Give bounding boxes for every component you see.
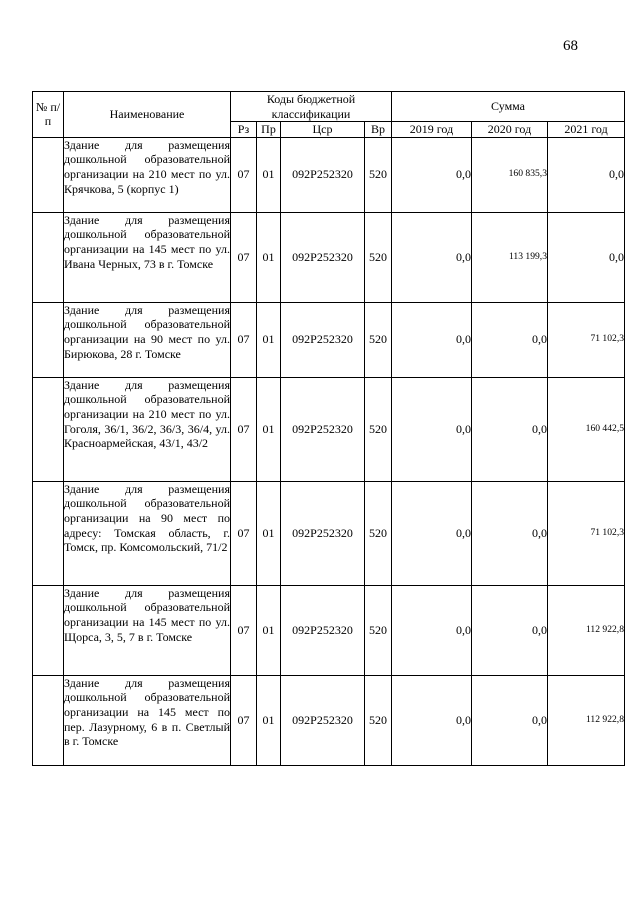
row-vr: 520 [365, 212, 392, 302]
header-2019: 2019 год [392, 122, 472, 138]
row-num [33, 137, 64, 212]
row-name: Здание для размещения дошкольной образовательной организации на 145 мест по ул. Щорса, 3, 5, 7 в г. Томске [64, 585, 231, 675]
row-pr: 01 [257, 302, 281, 377]
row-sum-2019: 0,0 [392, 137, 472, 212]
row-num [33, 675, 64, 765]
page-number: 68 [563, 38, 578, 54]
row-sum-2021: 71 102,3 [548, 302, 625, 377]
row-vr: 520 [365, 302, 392, 377]
row-pr: 01 [257, 212, 281, 302]
row-vr: 520 [365, 481, 392, 585]
row-sum-2019: 0,0 [392, 377, 472, 481]
row-tsr: 092P252320 [281, 377, 365, 481]
budget-table [32, 91, 625, 766]
row-num [33, 212, 64, 302]
row-tsr: 092P252320 [281, 302, 365, 377]
row-sum-2019: 0,0 [392, 675, 472, 765]
row-sum-2019: 0,0 [392, 212, 472, 302]
table-row [33, 212, 625, 302]
row-vr: 520 [365, 585, 392, 675]
row-name: Здание для размещения дошкольной образовательной организации на 90 мест по адресу: Томская область, г. Томск, пр. Комсомольский, 71/2 [64, 481, 231, 585]
row-vr: 520 [365, 675, 392, 765]
row-num [33, 585, 64, 675]
table-row [33, 377, 625, 481]
row-tsr: 092P252320 [281, 212, 365, 302]
row-name: Здание для размещения дошкольной образовательной организации на 210 мест по ул. Гоголя, 36/1, 36/2, 36/3, 36/4, ул. Красноармейская, 43/1, 43/2 [64, 377, 231, 481]
row-pr: 01 [257, 585, 281, 675]
table-row [33, 675, 625, 765]
table-row [33, 302, 625, 377]
table-row [33, 481, 625, 585]
header-name: Наименование [64, 92, 231, 138]
row-name: Здание для размещения дошкольной образовательной организации на 145 мест по пер. Лазурному, 6 в п. Светлый в г. Томске [64, 675, 231, 765]
row-sum-2020: 0,0 [472, 481, 548, 585]
row-rz: 07 [231, 302, 257, 377]
row-sum-2021: 71 102,3 [548, 481, 625, 585]
row-sum-2021: 160 442,5 [548, 377, 625, 481]
table-row [33, 137, 625, 212]
row-name: Здание для размещения дошкольной образовательной организации на 90 мест по ул. Бирюкова, 28 г. Томске [64, 302, 231, 377]
row-sum-2020: 113 199,3 [472, 212, 548, 302]
row-sum-2021: 0,0 [548, 212, 625, 302]
row-name: Здание для размещения дошкольной образовательной организации на 210 мест по ул. Крячкова, 5 (корпус 1) [64, 137, 231, 212]
row-rz: 07 [231, 212, 257, 302]
row-pr: 01 [257, 137, 281, 212]
header-vr: Вр [365, 122, 392, 138]
row-vr: 520 [365, 137, 392, 212]
header-num: № п/п [33, 92, 64, 138]
row-rz: 07 [231, 585, 257, 675]
row-sum-2020: 0,0 [472, 302, 548, 377]
row-pr: 01 [257, 481, 281, 585]
header-2021: 2021 год [548, 122, 625, 138]
row-name: Здание для размещения дошкольной образовательной организации на 145 мест по ул. Ивана Черных, 73 в г. Томске [64, 212, 231, 302]
row-tsr: 092P252320 [281, 137, 365, 212]
header-codes: Коды бюджетной классификации [231, 92, 392, 122]
row-sum-2019: 0,0 [392, 481, 472, 585]
row-rz: 07 [231, 481, 257, 585]
row-sum-2021: 112 922,8 [548, 585, 625, 675]
row-tsr: 092P252320 [281, 481, 365, 585]
row-sum-2019: 0,0 [392, 302, 472, 377]
header-tsr: Цср [281, 122, 365, 138]
header-rz: Рз [231, 122, 257, 138]
row-pr: 01 [257, 675, 281, 765]
row-sum-2020: 0,0 [472, 585, 548, 675]
row-num [33, 302, 64, 377]
row-sum-2020: 0,0 [472, 675, 548, 765]
row-sum-2020: 0,0 [472, 377, 548, 481]
row-rz: 07 [231, 137, 257, 212]
row-vr: 520 [365, 377, 392, 481]
row-tsr: 092P252320 [281, 675, 365, 765]
header-sum: Сумма [392, 92, 625, 122]
row-num [33, 377, 64, 481]
table-row [33, 585, 625, 675]
row-rz: 07 [231, 675, 257, 765]
row-num [33, 481, 64, 585]
row-sum-2021: 112 922,8 [548, 675, 625, 765]
row-tsr: 092P252320 [281, 585, 365, 675]
row-sum-2021: 0,0 [548, 137, 625, 212]
row-pr: 01 [257, 377, 281, 481]
header-2020: 2020 год [472, 122, 548, 138]
header-pr: Пр [257, 122, 281, 138]
row-rz: 07 [231, 377, 257, 481]
row-sum-2019: 0,0 [392, 585, 472, 675]
row-sum-2020: 160 835,3 [472, 137, 548, 212]
